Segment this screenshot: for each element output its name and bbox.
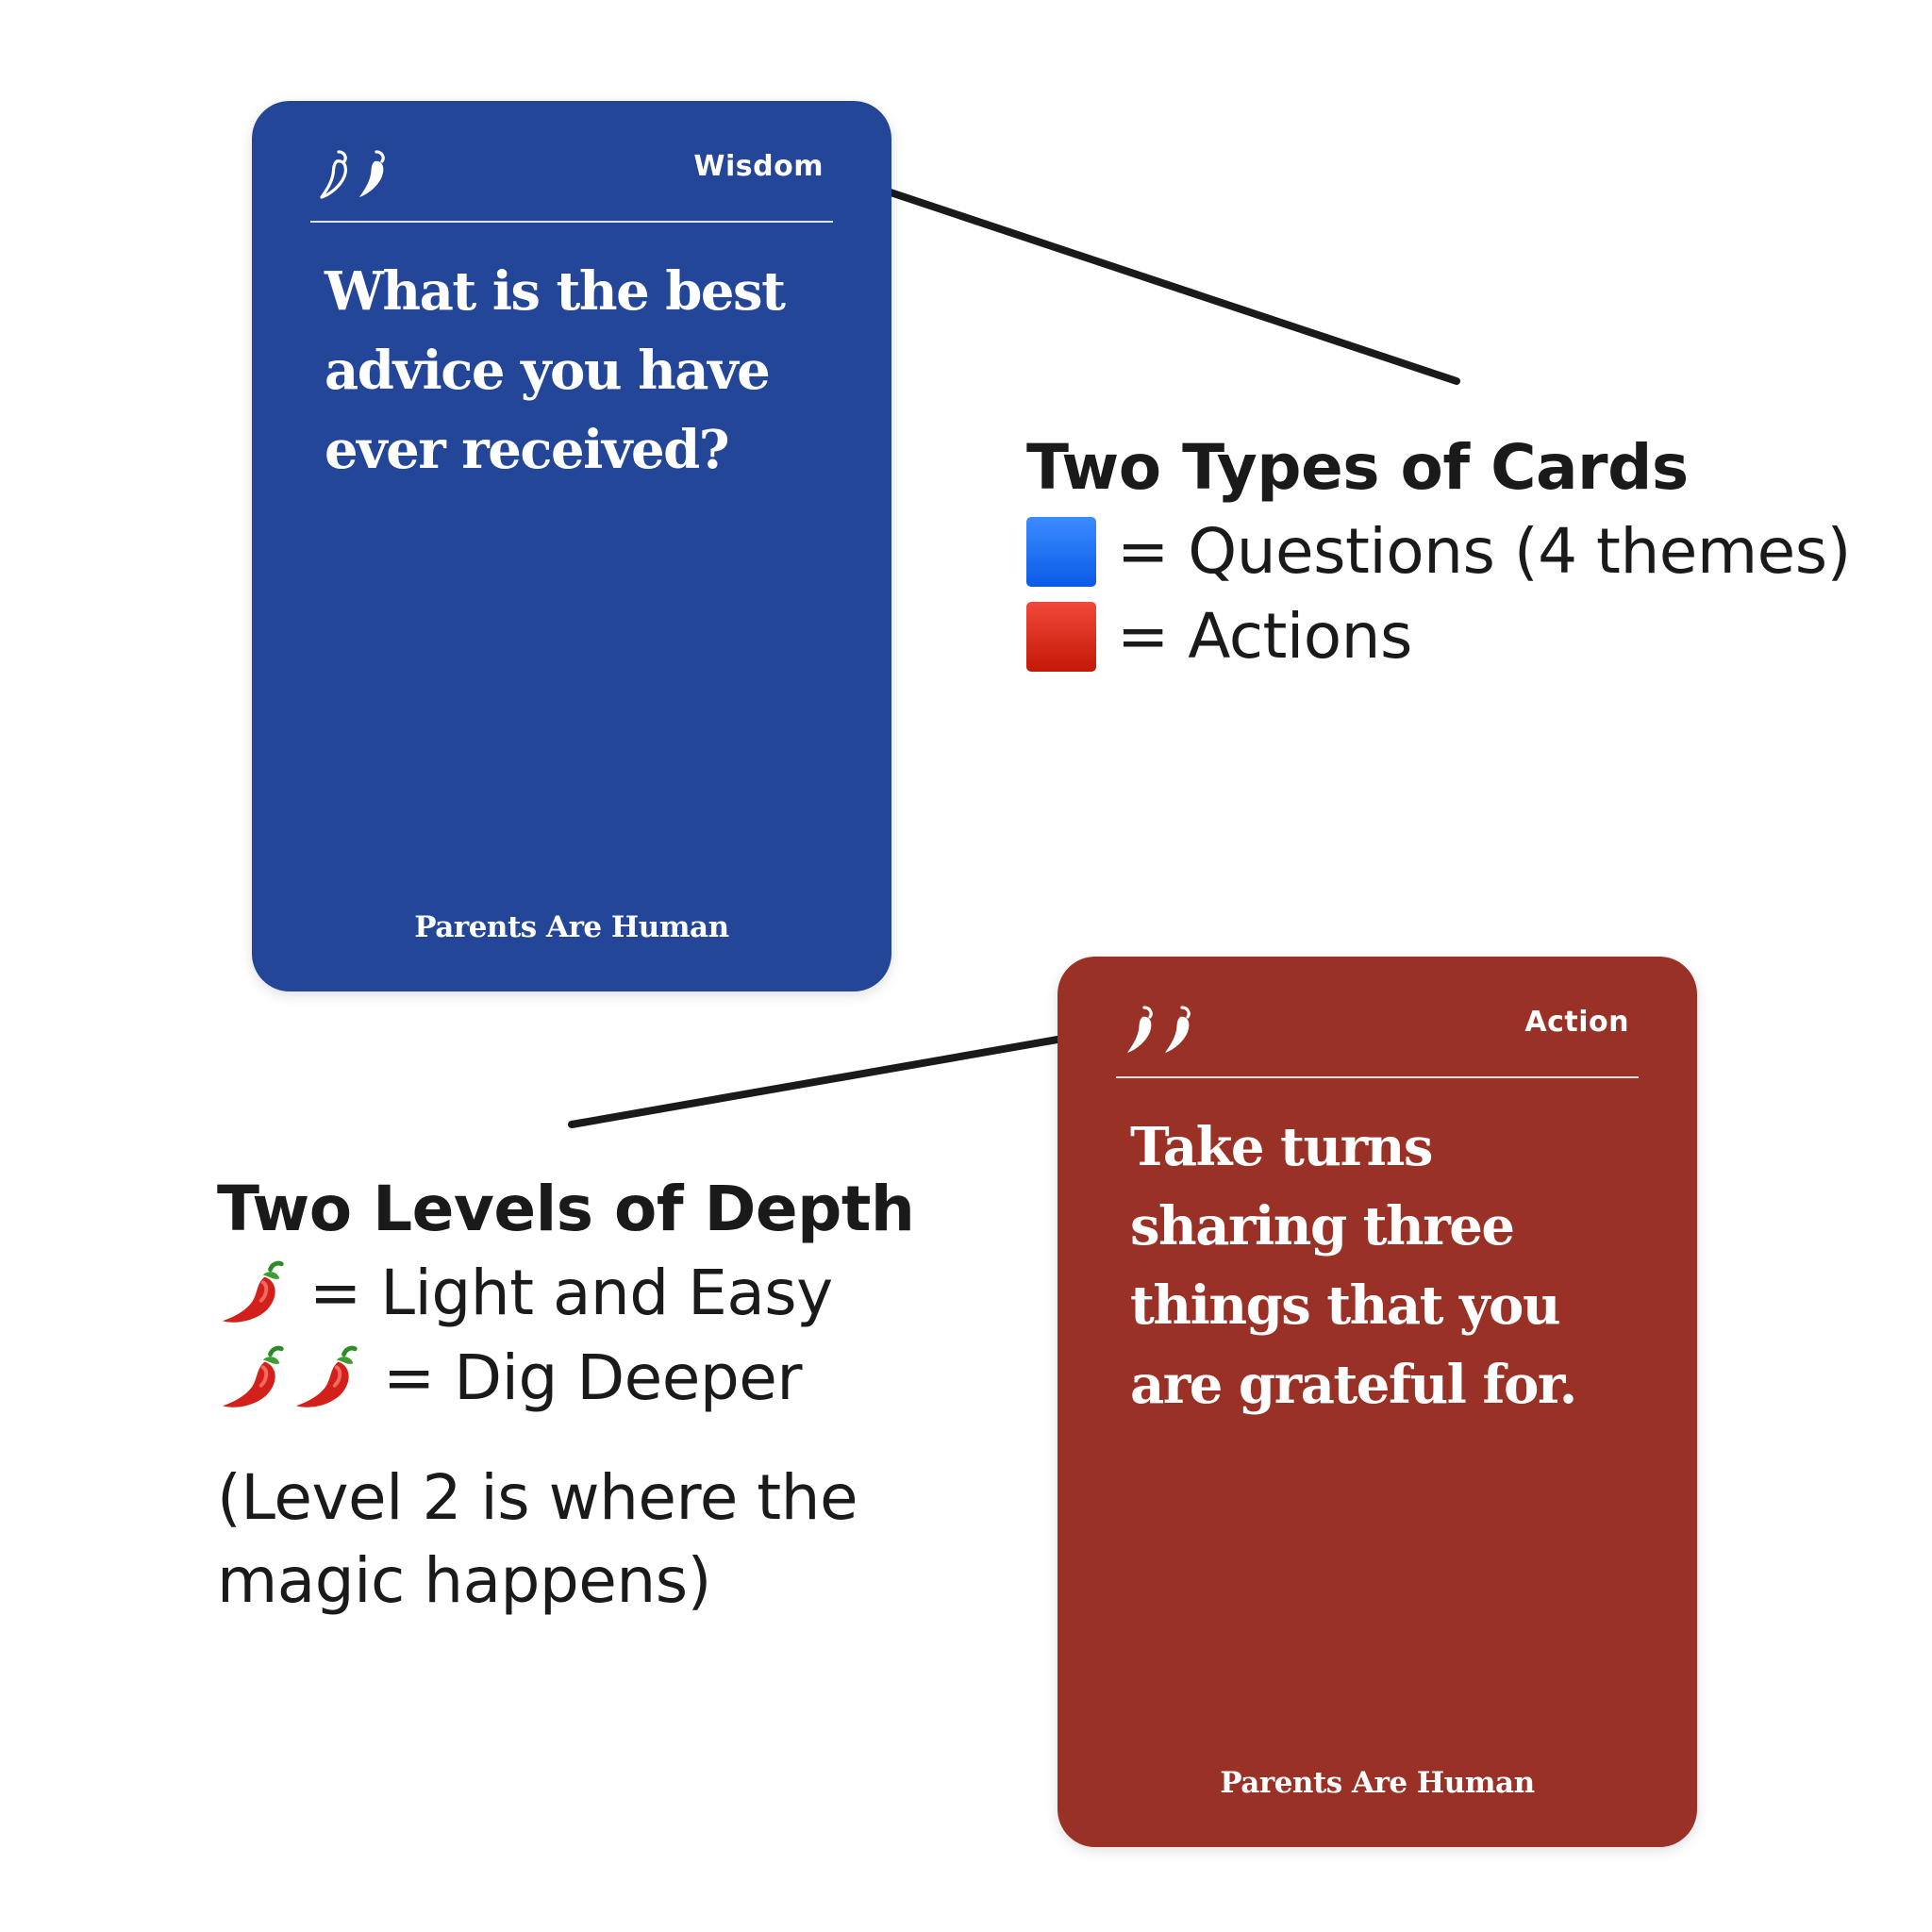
depth-note <box>217 1457 914 1623</box>
two-chili-icon <box>316 146 401 203</box>
action-card <box>1058 957 1697 1847</box>
card-prompt-line: ever received? <box>325 419 729 481</box>
card-prompt-line: sharing three <box>1130 1195 1514 1257</box>
two-chili-icon <box>1122 1002 1207 1058</box>
card-theme-label: Wisdom <box>693 150 824 183</box>
card-prompt-line: Take turns <box>1130 1116 1432 1178</box>
depth-note-line: (Level 2 is where the <box>217 1461 858 1534</box>
two-chili-peppers-icon <box>217 1341 364 1415</box>
card-prompt-line: What is the best <box>325 260 785 323</box>
card-prompt-line: advice you have <box>325 340 770 402</box>
wisdom-connector-line <box>851 179 1457 381</box>
wisdom-card <box>252 101 891 991</box>
card-prompt-line: things that you <box>1130 1274 1560 1337</box>
card-types-legend <box>1026 426 1851 679</box>
card-divider <box>1116 1076 1639 1078</box>
legend-item-label: = Light and Easy <box>309 1257 833 1329</box>
card-prompt <box>325 252 834 490</box>
card-divider <box>310 221 833 223</box>
action-connector-line <box>572 1030 1111 1124</box>
legend-item-level-2 <box>217 1336 914 1421</box>
legend-item-questions <box>1026 509 1851 594</box>
depth-note-line: magic happens) <box>217 1544 711 1617</box>
legend-heading: Two Levels of Depth <box>217 1173 915 1245</box>
chili-pepper-icon <box>217 1257 291 1330</box>
card-brand: Parents Are Human <box>1220 1766 1535 1800</box>
legend-item-label: = Actions <box>1117 600 1412 673</box>
legend-heading: Two Types of Cards <box>1026 431 1689 504</box>
red-square-icon <box>1026 602 1096 672</box>
depth-legend <box>217 1168 914 1623</box>
card-brand: Parents Are Human <box>414 910 729 944</box>
card-prompt-line: are grateful for. <box>1130 1354 1576 1416</box>
legend-item-label: = Questions (4 themes) <box>1117 515 1851 588</box>
legend-item-level-1 <box>217 1251 914 1336</box>
card-theme-label: Action <box>1524 1006 1629 1039</box>
legend-item-label: = Dig Deeper <box>383 1341 802 1414</box>
legend-item-actions <box>1026 594 1851 679</box>
blue-square-icon <box>1026 517 1096 587</box>
card-prompt <box>1130 1108 1640 1424</box>
